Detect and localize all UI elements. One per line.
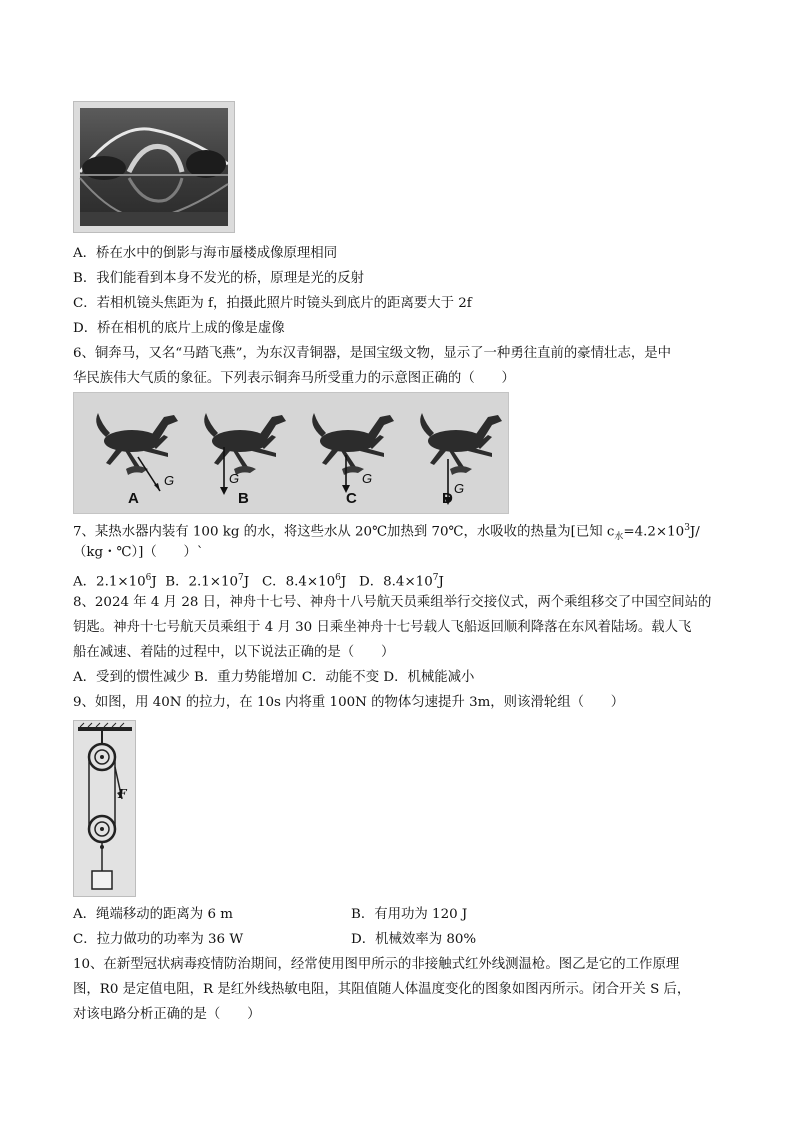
- horse-figure-panel: [73, 392, 509, 514]
- q10-stem-line3: 对该电路分析正确的是（ ）: [73, 1007, 261, 1022]
- q7-options: A．$2.1\times 10^6J$ B．$2.1\times 10^7J$ C．$8.4\times 10^6J$ D．$8.4\times 10^7J$: [73, 573, 444, 590]
- horse-label-c: C: [346, 490, 357, 507]
- force-label-g-a: G: [164, 473, 175, 488]
- q6-stem-line2: 华民族伟大气质的象征。下列表示铜奔马所受重力的示意图正确的（ ）: [73, 371, 515, 386]
- q9-option-c: C．拉力做功的功率为 36 W: [73, 932, 244, 947]
- q5-option-c: C．若相机镜头焦距为 f，拍摄此照片时镜头到底片的距离要大于 2f: [73, 296, 472, 311]
- q9-option-b: B．有用功为 120 J: [351, 907, 468, 922]
- force-label-g-c: G: [362, 471, 373, 486]
- q7-stem-line1: 7、某热水器内装有 100 kg 的水，将这些水从 20℃加热到 70℃，水吸收的热量为[已知 $c_水=4.2\times 10^3J/$: [73, 523, 700, 543]
- q5-option-a: A．桥在水中的倒影与海市蜃楼成像原理相同: [73, 246, 338, 261]
- horse-label-d: D: [442, 490, 453, 507]
- force-label-g-d: G: [454, 481, 465, 496]
- q10-stem-line1: 10、在新型冠状病毒疫情防治期间，经常使用图甲所示的非接触式红外线测温枪。图乙是它的工作原理: [73, 957, 680, 972]
- pulley-figure: [73, 720, 136, 897]
- force-label-g-b: G: [229, 471, 240, 486]
- q7-stem-line2: （kg・℃）]（ ）`: [73, 545, 204, 560]
- q8-stem-line1: 8、2024 年 4 月 28 日，神舟十七号、神舟十八号航天员乘组举行交接仪式，两个乘组移交了中国空间站的: [73, 595, 712, 610]
- horse-label-b: B: [238, 490, 249, 507]
- horse-label-a: A: [128, 490, 139, 507]
- q10-stem-line2: 图，R0 是定值电阻，R 是红外线热敏电阻，其阻值随人体温度变化的图象如图丙所示。闭合开关 S 后，: [73, 982, 691, 997]
- q8-stem-line3: 船在减速、着陆的过程中，以下说法正确的是（ ）: [73, 645, 395, 660]
- q5-option-b: B．我们能看到本身不发光的桥，原理是光的反射: [73, 271, 365, 286]
- horse-b-icon: [204, 413, 286, 495]
- q9-option-d: D．机械效率为 80%: [351, 932, 477, 947]
- q8-options: A．受到的惯性减少 B．重力势能增加 C．动能不变 D．机械能减小: [73, 670, 475, 685]
- q9-option-a: A．绳端移动的距离为 6 m: [73, 907, 233, 922]
- pulley-force-label: F: [118, 787, 127, 801]
- q8-stem-line2: 钥匙。神舟十七号航天员乘组于 4 月 30 日乘坐神舟十七号载人飞船返回顺利降落在东风着陆场。载人飞: [73, 620, 692, 635]
- bridge-photo: [73, 101, 235, 233]
- horse-c-icon: [312, 413, 394, 493]
- q5-option-d: D．桥在相机的底片上成的像是虚像: [73, 321, 285, 336]
- q6-stem-line1: 6、铜奔马，又名“马踏飞燕”，为东汉青铜器，是国宝级文物，显示了一种勇往直前的豪情壮志，是中: [73, 346, 672, 361]
- q9-stem-line1: 9、如图，用 40N 的拉力，在 10s 内将重 100N 的物体匀速提升 3m，则该滑轮组（ ）: [73, 695, 625, 710]
